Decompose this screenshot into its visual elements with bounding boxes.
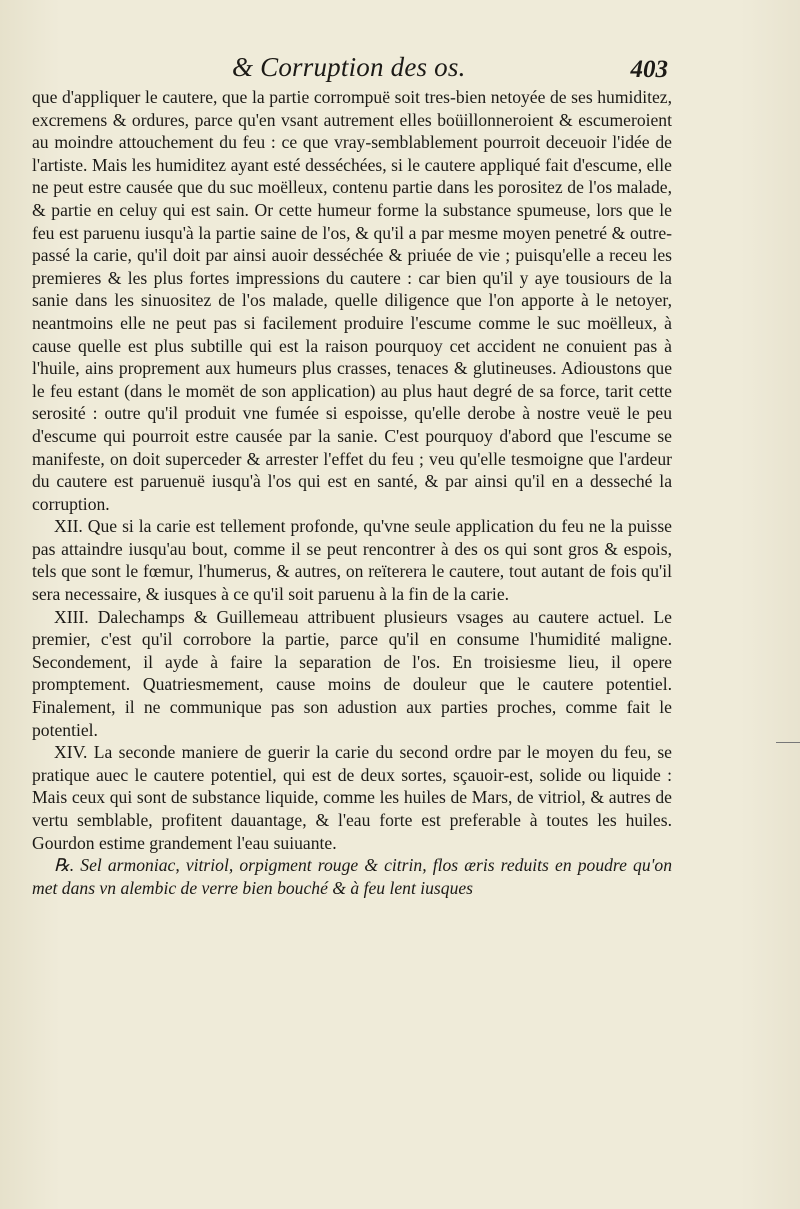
body-text [32, 86, 672, 899]
margin-mark [776, 742, 800, 743]
paragraph: que d'appliquer le cautere, que la partie corrompuë soit tres-bien netoyée de ses humiditez, excremens & ordures, parce qu'en vsant autrement elles boüillonneroient & escumeroient au moindre attouchement du feu : ce que vray-semblablement pourroit deceuoir l'idée de l'artiste. Mais les humiditez ayant esté desséchées, si le cautere appliqué fait d'escume, elle ne peut estre causée que du suc moëlleux, contenu partie dans les porositez de l'os malade, & partie en celuy qui est sain. Or cette humeur forme la substance spumeuse, lors que le feu est paruenu iusqu'à la partie saine de l'os, & qu'il a par mesme moyen penetré & outre-passé la carie, qu'il doit par ainsi auoir desséchée & priuée de vie ; puisqu'elle a receu les premieres & les plus fortes impressions du cautere : car bien qu'il y aye tousiours de la sanie dans les sinuositez de l'os malade, quelle diligence que l'on apporte à le netoyer, neantmoins elle ne peut pas si facilement produire l'escume comme le suc moëlleux, à cause quelle est plus subtille qui est la raison pourquoy cet accident ne conuient pas à l'huile, ains proprement aux humeurs plus crasses, tenaces & glutineuses. Adioustons que le feu estant (dans le momët de son application) au plus haut degré de sa force, tarit cette serosité : outre qu'il produit vne fumée si espoisse, qu'elle derobe à nostre veuë le peu d'escume qui pourroit estre causée par la sanie. C'est pourquoy d'abord que l'escume se manifeste, on doit superceder & arrester l'effet du feu ; veu qu'elle tesmoigne que l'ardeur du cautere est paruenuë iusqu'à l'os qui est en santé, & par ainsi qu'il en a desseché la corruption. [32, 87, 672, 514]
running-title: & Corruption des os. [232, 52, 466, 82]
page-number: 403 [630, 56, 668, 83]
paragraph: XII. Que si la carie est tellement profonde, qu'vne seule application du feu ne la puisse pas attaindre iusqu'au bout, comme il se peut rencontrer à des os qui sont gros & espois, tels que sont le fœmur, l'humerus, & autres, on reïterera le cautere, tout autant de fois qu'il sera necessaire, & iusques à ce qu'il soit paruenu à la fin de la carie. [32, 516, 672, 605]
paragraph: XIII. Dalechamps & Guillemeau attribuent plusieurs vsages au cautere actuel. Le premier, c'est qu'il corrobore la partie, parce qu'il en consume l'humidité maligne. Secondement, il ayde à faire la separation de l'os. En troisiesme lieu, il opere promptement. Quatriesmement, cause moins de douleur que le cautere potentiel. Finalement, il ne communique pas son adustion aux parties proches, comme fait le potentiel. [32, 606, 672, 740]
page-header [32, 52, 668, 88]
paragraph: XIV. La seconde maniere de guerir la carie du second ordre par le moyen du feu, se pratique auec le cautere potentiel, qui est de deux sortes, sçauoir-est, solide ou liquide : Mais ceux qui sont de substance liquide, comme les huiles de Mars, de vitriol, & autres de vertu semblable, profitent dauantage, & l'eau forte est preferable à toutes les huiles. Gourdon estime grandement l'eau suiuante. [32, 742, 672, 853]
paragraph: ℞. Sel armoniac, vitriol, orpigment rouge & citrin, flos æris reduits en poudre qu'on met dans vn alembic de verre bien bouché & à feu lent iusques [32, 855, 672, 898]
